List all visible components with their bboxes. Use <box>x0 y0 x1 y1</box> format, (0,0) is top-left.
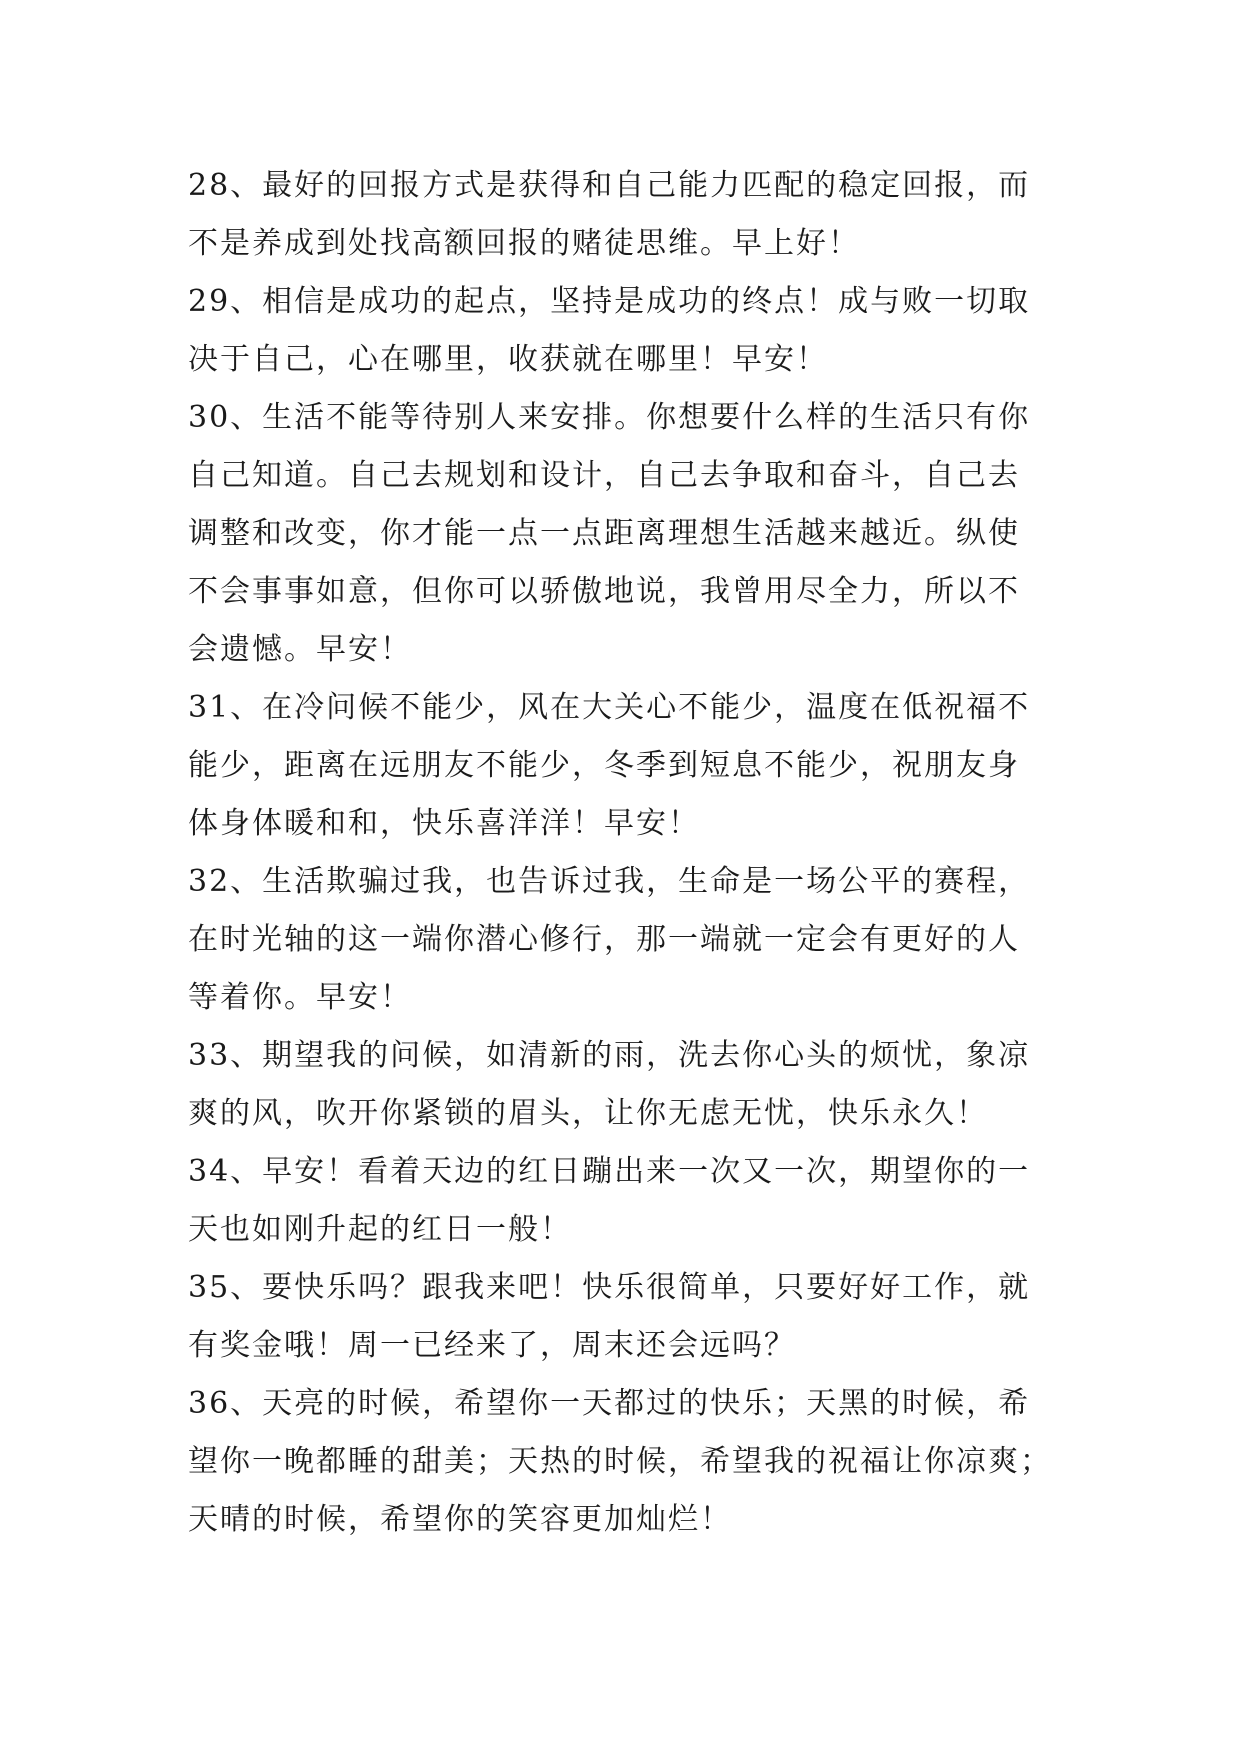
text-line: 36、天亮的时候，希望你一天都过的快乐；天黑的时候，希 <box>188 1386 1031 1421</box>
document-body <box>188 157 1054 1549</box>
text-line: 34、早安！看着天边的红日蹦出来一次又一次，期望你的一 <box>188 1154 1031 1189</box>
text-line: 等着你。早安！ <box>188 980 412 1015</box>
text-line: 有奖金哦！周一已经来了，周末还会远吗？ <box>188 1328 796 1363</box>
text-line: 35、要快乐吗？跟我来吧！快乐很简单，只要好好工作，就 <box>188 1270 1031 1305</box>
text-line: 不是养成到处找高额回报的赌徒思维。早上好！ <box>188 226 860 261</box>
text-line: 会遗憾。早安！ <box>188 632 412 667</box>
text-line: 32、生活欺骗过我，也告诉过我，生命是一场公平的赛程， <box>188 864 1031 899</box>
text-line: 能少，距离在远朋友不能少，冬季到短息不能少，祝朋友身 <box>188 748 1020 783</box>
text-line: 不会事事如意，但你可以骄傲地说，我曾用尽全力，所以不 <box>188 574 1020 609</box>
text-line: 30、生活不能等待别人来安排。你想要什么样的生活只有你 <box>188 400 1031 435</box>
text-line: 33、期望我的问候，如清新的雨，洗去你心头的烦忧，象凉 <box>188 1038 1031 1073</box>
text-line: 29、相信是成功的起点，坚持是成功的终点！成与败一切取 <box>188 284 1031 319</box>
text-line: 望你一晚都睡的甜美；天热的时候，希望我的祝福让你凉爽； <box>188 1444 1052 1479</box>
text-line: 31、在冷问候不能少，风在大关心不能少，温度在低祝福不 <box>188 690 1031 725</box>
text-line: 调整和改变，你才能一点一点距离理想生活越来越近。纵使 <box>188 516 1020 551</box>
text-line: 28、最好的回报方式是获得和自己能力匹配的稳定回报，而 <box>188 168 1031 203</box>
text-line: 天晴的时候，希望你的笑容更加灿烂！ <box>188 1502 732 1537</box>
text-line: 决于自己，心在哪里，收获就在哪里！早安！ <box>188 342 828 377</box>
text-line: 天也如刚升起的红日一般！ <box>188 1212 572 1247</box>
text-line: 自己知道。自己去规划和设计，自己去争取和奋斗，自己去 <box>188 458 1020 493</box>
text-line: 体身体暖和和，快乐喜洋洋！早安！ <box>188 806 700 841</box>
text-line: 爽的风，吹开你紧锁的眉头，让你无虑无忧，快乐永久！ <box>188 1096 988 1131</box>
text-line: 在时光轴的这一端你潜心修行，那一端就一定会有更好的人 <box>188 922 1020 957</box>
